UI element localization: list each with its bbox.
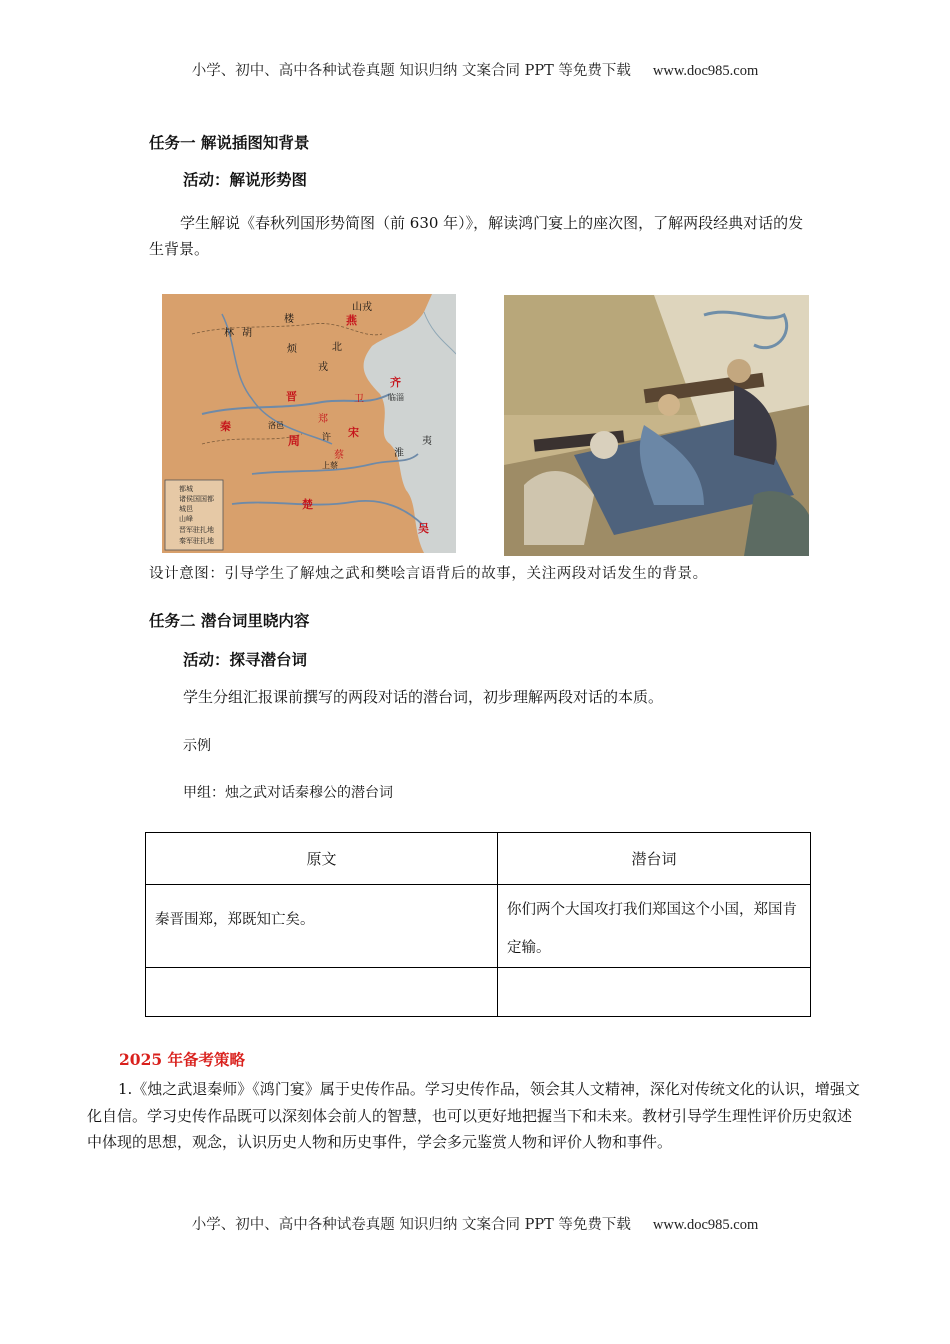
map-legend-state-capital: 诸侯国国都 xyxy=(179,495,214,503)
table-cell-subtext: 你们两个大国攻打我们郑国这个小国，郑国肯定输。 xyxy=(498,885,811,968)
spring-autumn-map-image xyxy=(162,294,456,553)
table-cell-subtext xyxy=(498,968,811,1017)
painting-svg xyxy=(504,295,809,556)
strategy-title: 2025 年备考策略 xyxy=(119,1050,246,1069)
task1-activity: 活动：解说形势图 xyxy=(183,170,308,189)
map-label-luoyi: 洛邑 xyxy=(268,421,284,430)
map-label-shanrong: 山戎 xyxy=(352,302,372,313)
map-label-linzi: 临淄 xyxy=(388,393,404,402)
subtext-table xyxy=(145,832,811,1017)
hongmen-banquet-painting xyxy=(504,295,809,556)
task2-line1: 学生分组汇报课前撰写的两段对话的潜台词，初步理解两段对话的本质。 xyxy=(183,688,664,706)
map-label-huai: 淮 xyxy=(394,448,404,459)
page-footer xyxy=(0,1213,950,1234)
map-legend-jin-camp: 晋军驻扎地 xyxy=(179,526,214,534)
table-cell-original xyxy=(146,968,498,1017)
map-legend-mountain: 山峰 xyxy=(179,515,193,523)
task1-paragraph: 学生解说《春秋列国形势简图（前 630 年）》，解读鸿门宴上的座次图，了解两段经典对话的发生背景。 xyxy=(149,214,804,258)
map-label-lou: 楼 xyxy=(284,314,294,325)
task2-title: 任务二 潜台词里晓内容 xyxy=(149,611,310,630)
map-label-chu: 楚 xyxy=(302,498,313,511)
map-label-fan: 烦 xyxy=(287,344,297,355)
footer-text: 小学、初中、高中各种试卷真题 知识归纳 文案合同 PPT 等免费下载 xyxy=(191,1217,631,1233)
map-label-yan: 燕 xyxy=(346,314,357,327)
table-header-original: 原文 xyxy=(146,833,498,885)
map-label-shangcai: 上蔡 xyxy=(322,461,338,470)
table-header-row xyxy=(146,833,811,885)
map-legend-capital: 都城 xyxy=(179,485,193,493)
design-intent-note: 设计意图：引导学生了解烛之武和樊哙言语背后的故事，关注两段对话发生的背景。 xyxy=(149,566,708,582)
map-label-xu: 许 xyxy=(322,433,332,443)
header-text: 小学、初中、高中各种试卷真题 知识归纳 文案合同 PPT 等免费下载 xyxy=(191,63,631,79)
table-row xyxy=(146,885,811,968)
map-label-zheng: 郑 xyxy=(318,414,328,425)
table-row xyxy=(146,968,811,1017)
map-label-wu: 吴 xyxy=(418,522,429,535)
map-svg xyxy=(162,294,456,553)
map-label-jin: 晋 xyxy=(286,390,297,403)
task1-title: 任务一 解说插图知背景 xyxy=(149,133,310,152)
map-label-lin: 林 xyxy=(224,328,234,339)
map-label-song: 宋 xyxy=(348,426,359,439)
map-legend-qin-camp: 秦军驻扎地 xyxy=(179,537,214,545)
map-label-zhou: 周 xyxy=(288,434,301,448)
page-header xyxy=(0,59,950,80)
map-legend-city: 城邑 xyxy=(179,505,193,513)
map-label-hu: 胡 xyxy=(242,328,252,339)
table-header-subtext: 潜台词 xyxy=(498,833,811,885)
map-label-qin: 秦 xyxy=(220,420,231,433)
map-label-bei: 北 xyxy=(332,342,342,353)
map-label-cai: 蔡 xyxy=(334,450,344,461)
table-cell-original: 秦晋围郑，郑既知亡矣。 xyxy=(146,885,498,968)
task2-example: 示例 xyxy=(183,738,211,754)
strategy-paragraph: 1.《烛之武退秦师》《鸿门宴》属于史传作品。学习史传作品，领会其人文精神，深化对传统文化的认识，增强文化自信。学习史传作品既可以深刻体会前人的智慧，也可以更好地把握当下和未来。教材引导学生理性评价历史叙述中体现的思想，观念，认识历史人物和历史事件，学会多元鉴赏人物和评价人物和事件。 xyxy=(87,1080,860,1151)
footer-site-link[interactable]: www.doc985.com xyxy=(652,1217,759,1233)
header-site-link[interactable]: www.doc985.com xyxy=(652,63,759,79)
map-label-yi: 夷 xyxy=(422,436,432,447)
task2-group: 甲组：烛之武对话秦穆公的潜台词 xyxy=(183,785,393,801)
map-label-rong: 戎 xyxy=(318,362,328,373)
map-label-qi: 齐 xyxy=(390,376,401,389)
map-label-wei: 卫 xyxy=(354,394,364,405)
task2-activity: 活动：探寻潜台词 xyxy=(183,650,308,669)
